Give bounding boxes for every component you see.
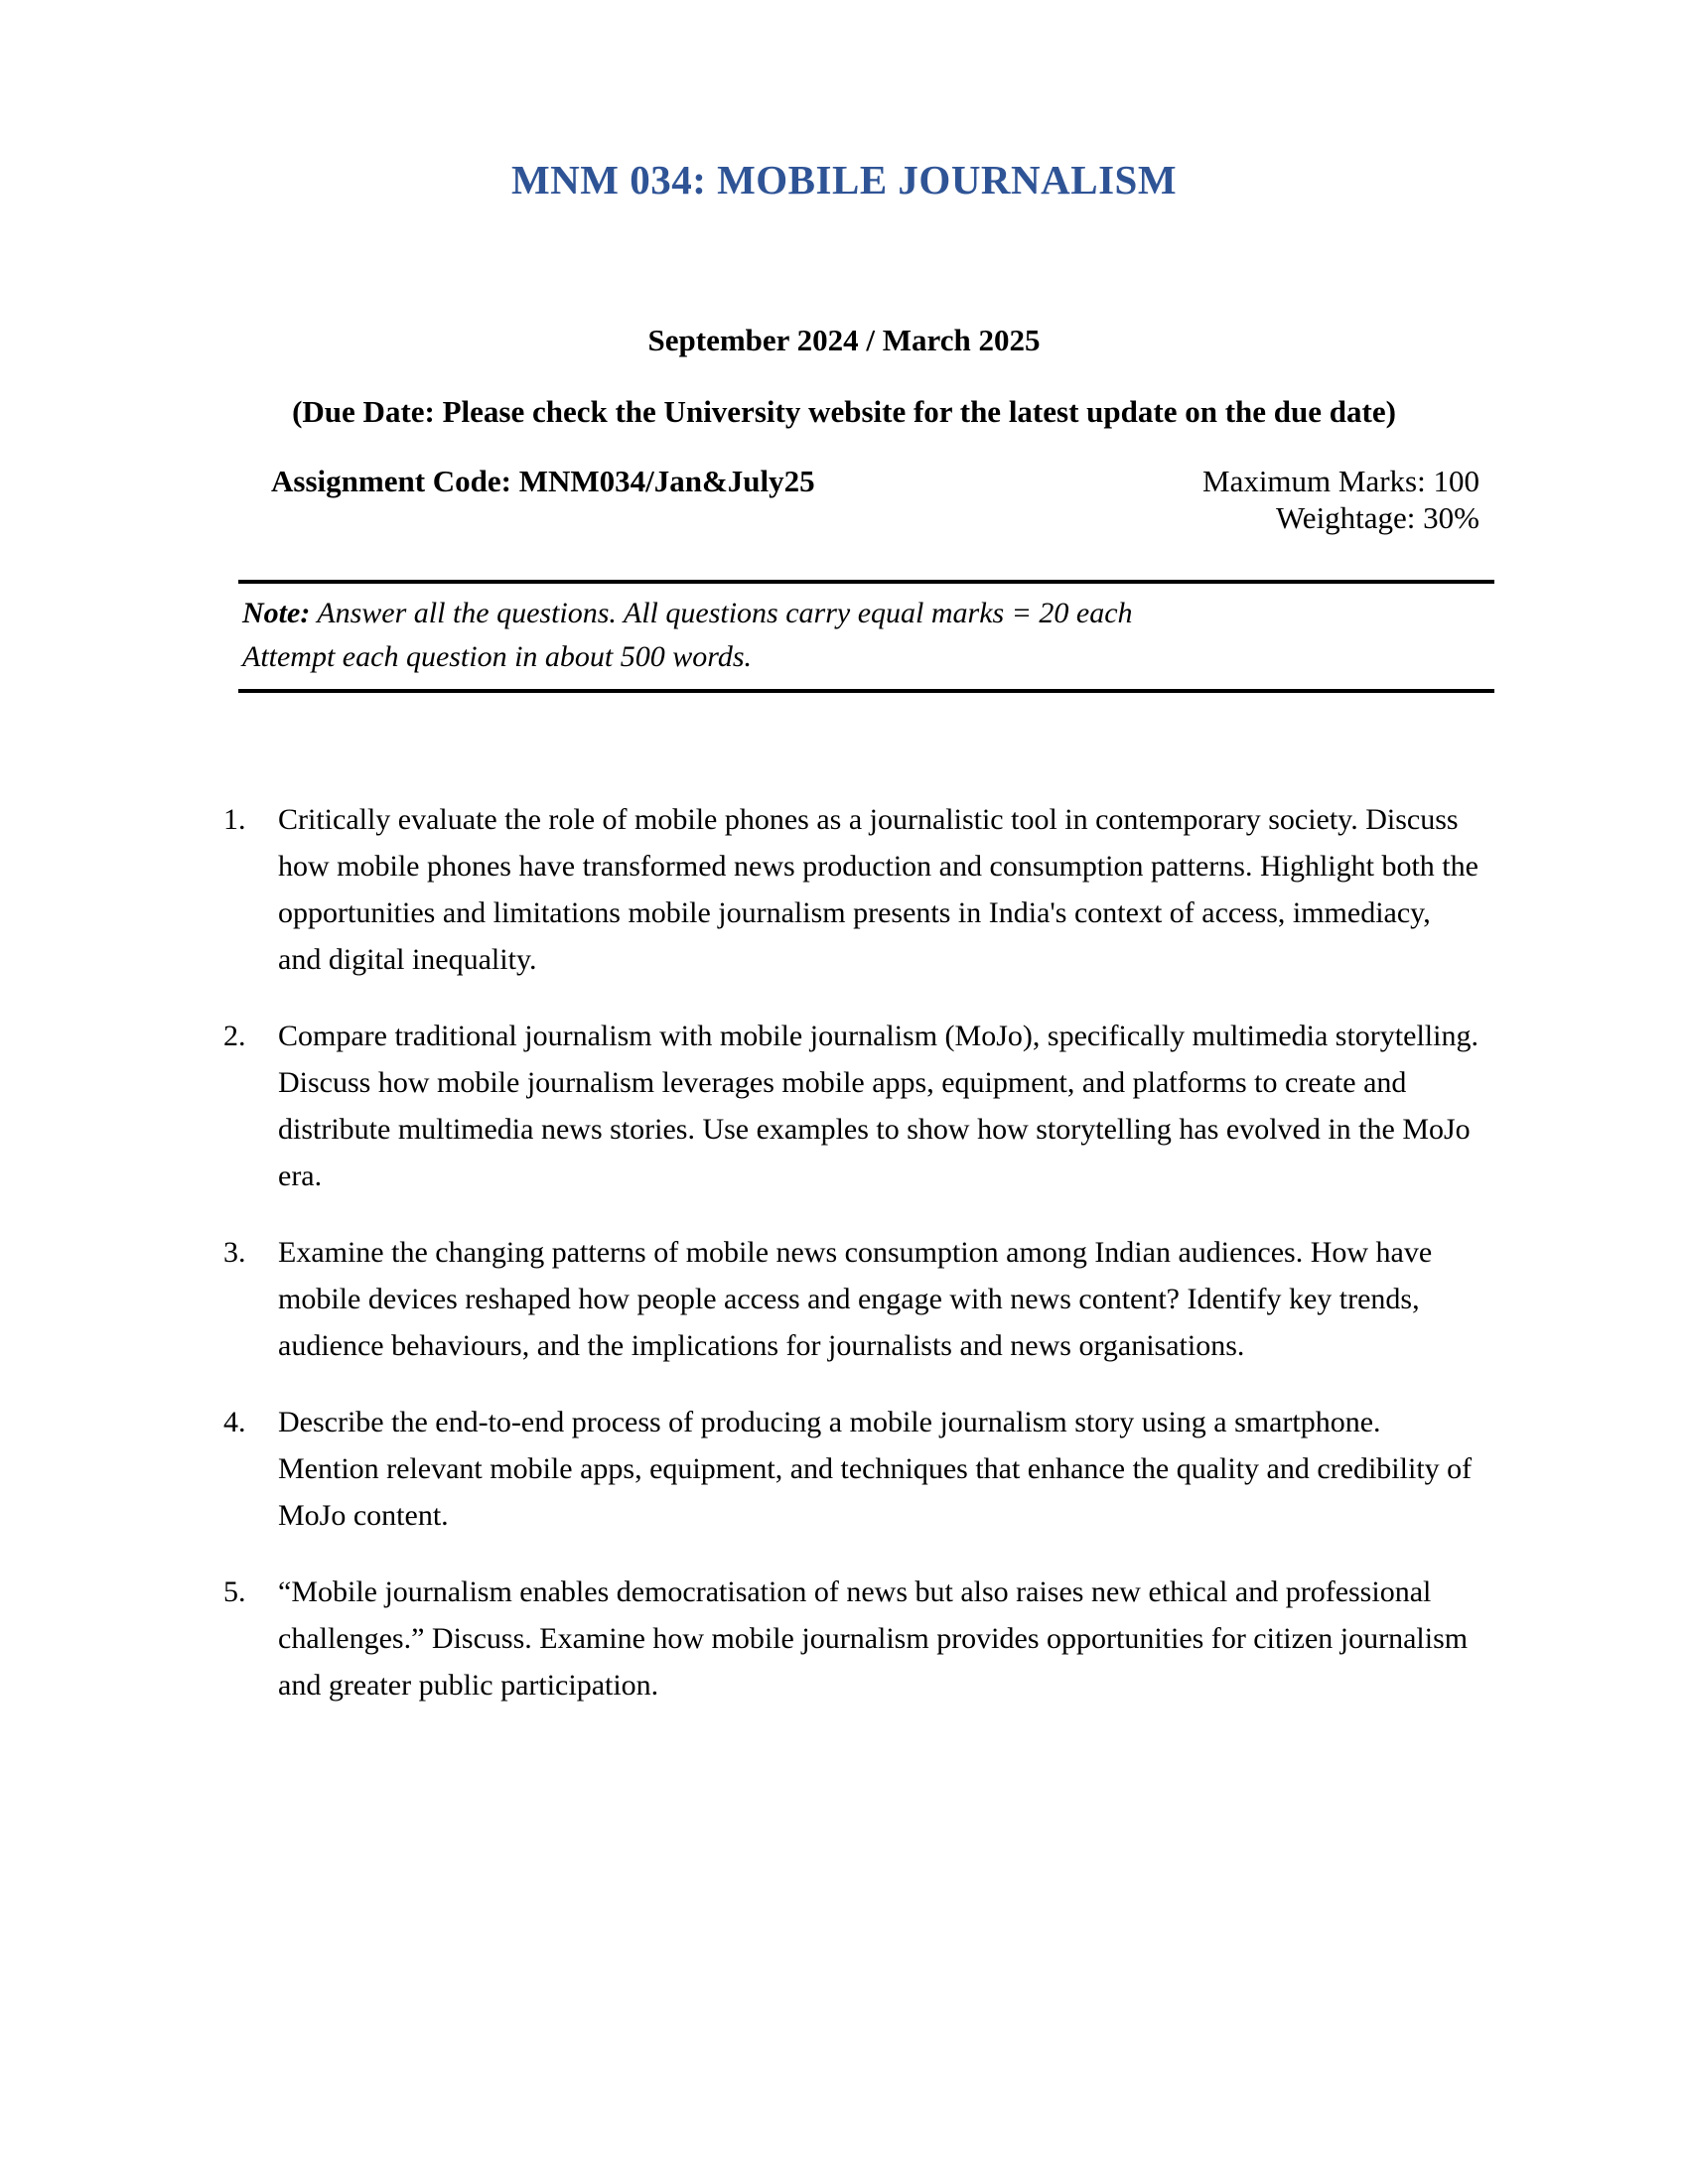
marks-block (1202, 463, 1479, 536)
note-line-1 (242, 592, 1494, 635)
note-label: Note: (242, 597, 311, 629)
assignment-code: Assignment Code: MNM034/Jan&July25 (271, 464, 815, 498)
page-title: MNM 034: MOBILE JOURNALISM (510, 157, 1178, 203)
question-item-5 (223, 1569, 1479, 1708)
assignment-meta-row (271, 463, 1479, 536)
question-number: 1. (223, 803, 246, 836)
weightage: Weightage: 30% (1276, 500, 1479, 535)
question-text: Describe the end-to-end process of producing a mobile journalism story using a smartphone. Mention relevant mobile apps, equipment, and techniques that enhance the quality and credibility of MoJo content. (278, 1406, 1473, 1532)
question-list (223, 796, 1479, 1708)
question-item-2 (223, 1013, 1479, 1199)
note-text: Answer all the questions. All questions carry equal marks = 20 each (317, 597, 1133, 629)
question-item-3 (223, 1229, 1479, 1369)
question-number: 5. (223, 1575, 246, 1608)
question-number: 3. (223, 1236, 246, 1269)
note-box (238, 580, 1494, 693)
question-item-1 (223, 796, 1479, 983)
question-text: Examine the changing patterns of mobile news consumption among Indian audiences. How have mobile devices reshaped how people access and engage with news content? Identify key trends, audience behaviours, and the implications for journalists and news organisations. (278, 1236, 1433, 1362)
question-number: 4. (223, 1406, 246, 1438)
question-number: 2. (223, 1020, 246, 1052)
note-line-2: Attempt each question in about 500 words. (242, 640, 753, 673)
question-text: “Mobile journalism enables democratisation of news but also raises new ethical and professional challenges.” Discuss. Examine how mobile journalism provides opportunities for citizen journalism and greater public participation. (278, 1575, 1469, 1702)
due-date-note: (Due Date: Please check the University website for the latest update on the due date) (292, 394, 1396, 429)
maximum-marks: Maximum Marks: 100 (1202, 464, 1479, 498)
question-item-4 (223, 1399, 1479, 1539)
question-text: Critically evaluate the role of mobile phones as a journalistic tool in contemporary society. Discuss how mobile phones have transformed news production and consumption patterns. Highlight both the opportunities and limitations mobile journalism presents in India's context of access, immediacy, and digital inequality. (278, 803, 1478, 976)
session-heading: September 2024 / March 2025 (647, 323, 1041, 357)
question-text: Compare traditional journalism with mobile journalism (MoJo), specifically multimedia storytelling. Discuss how mobile journalism leverages mobile apps, equipment, and platforms to create and distribute multimedia news stories. Use examples to show how storytelling has evolved in the MoJo era. (278, 1020, 1478, 1192)
